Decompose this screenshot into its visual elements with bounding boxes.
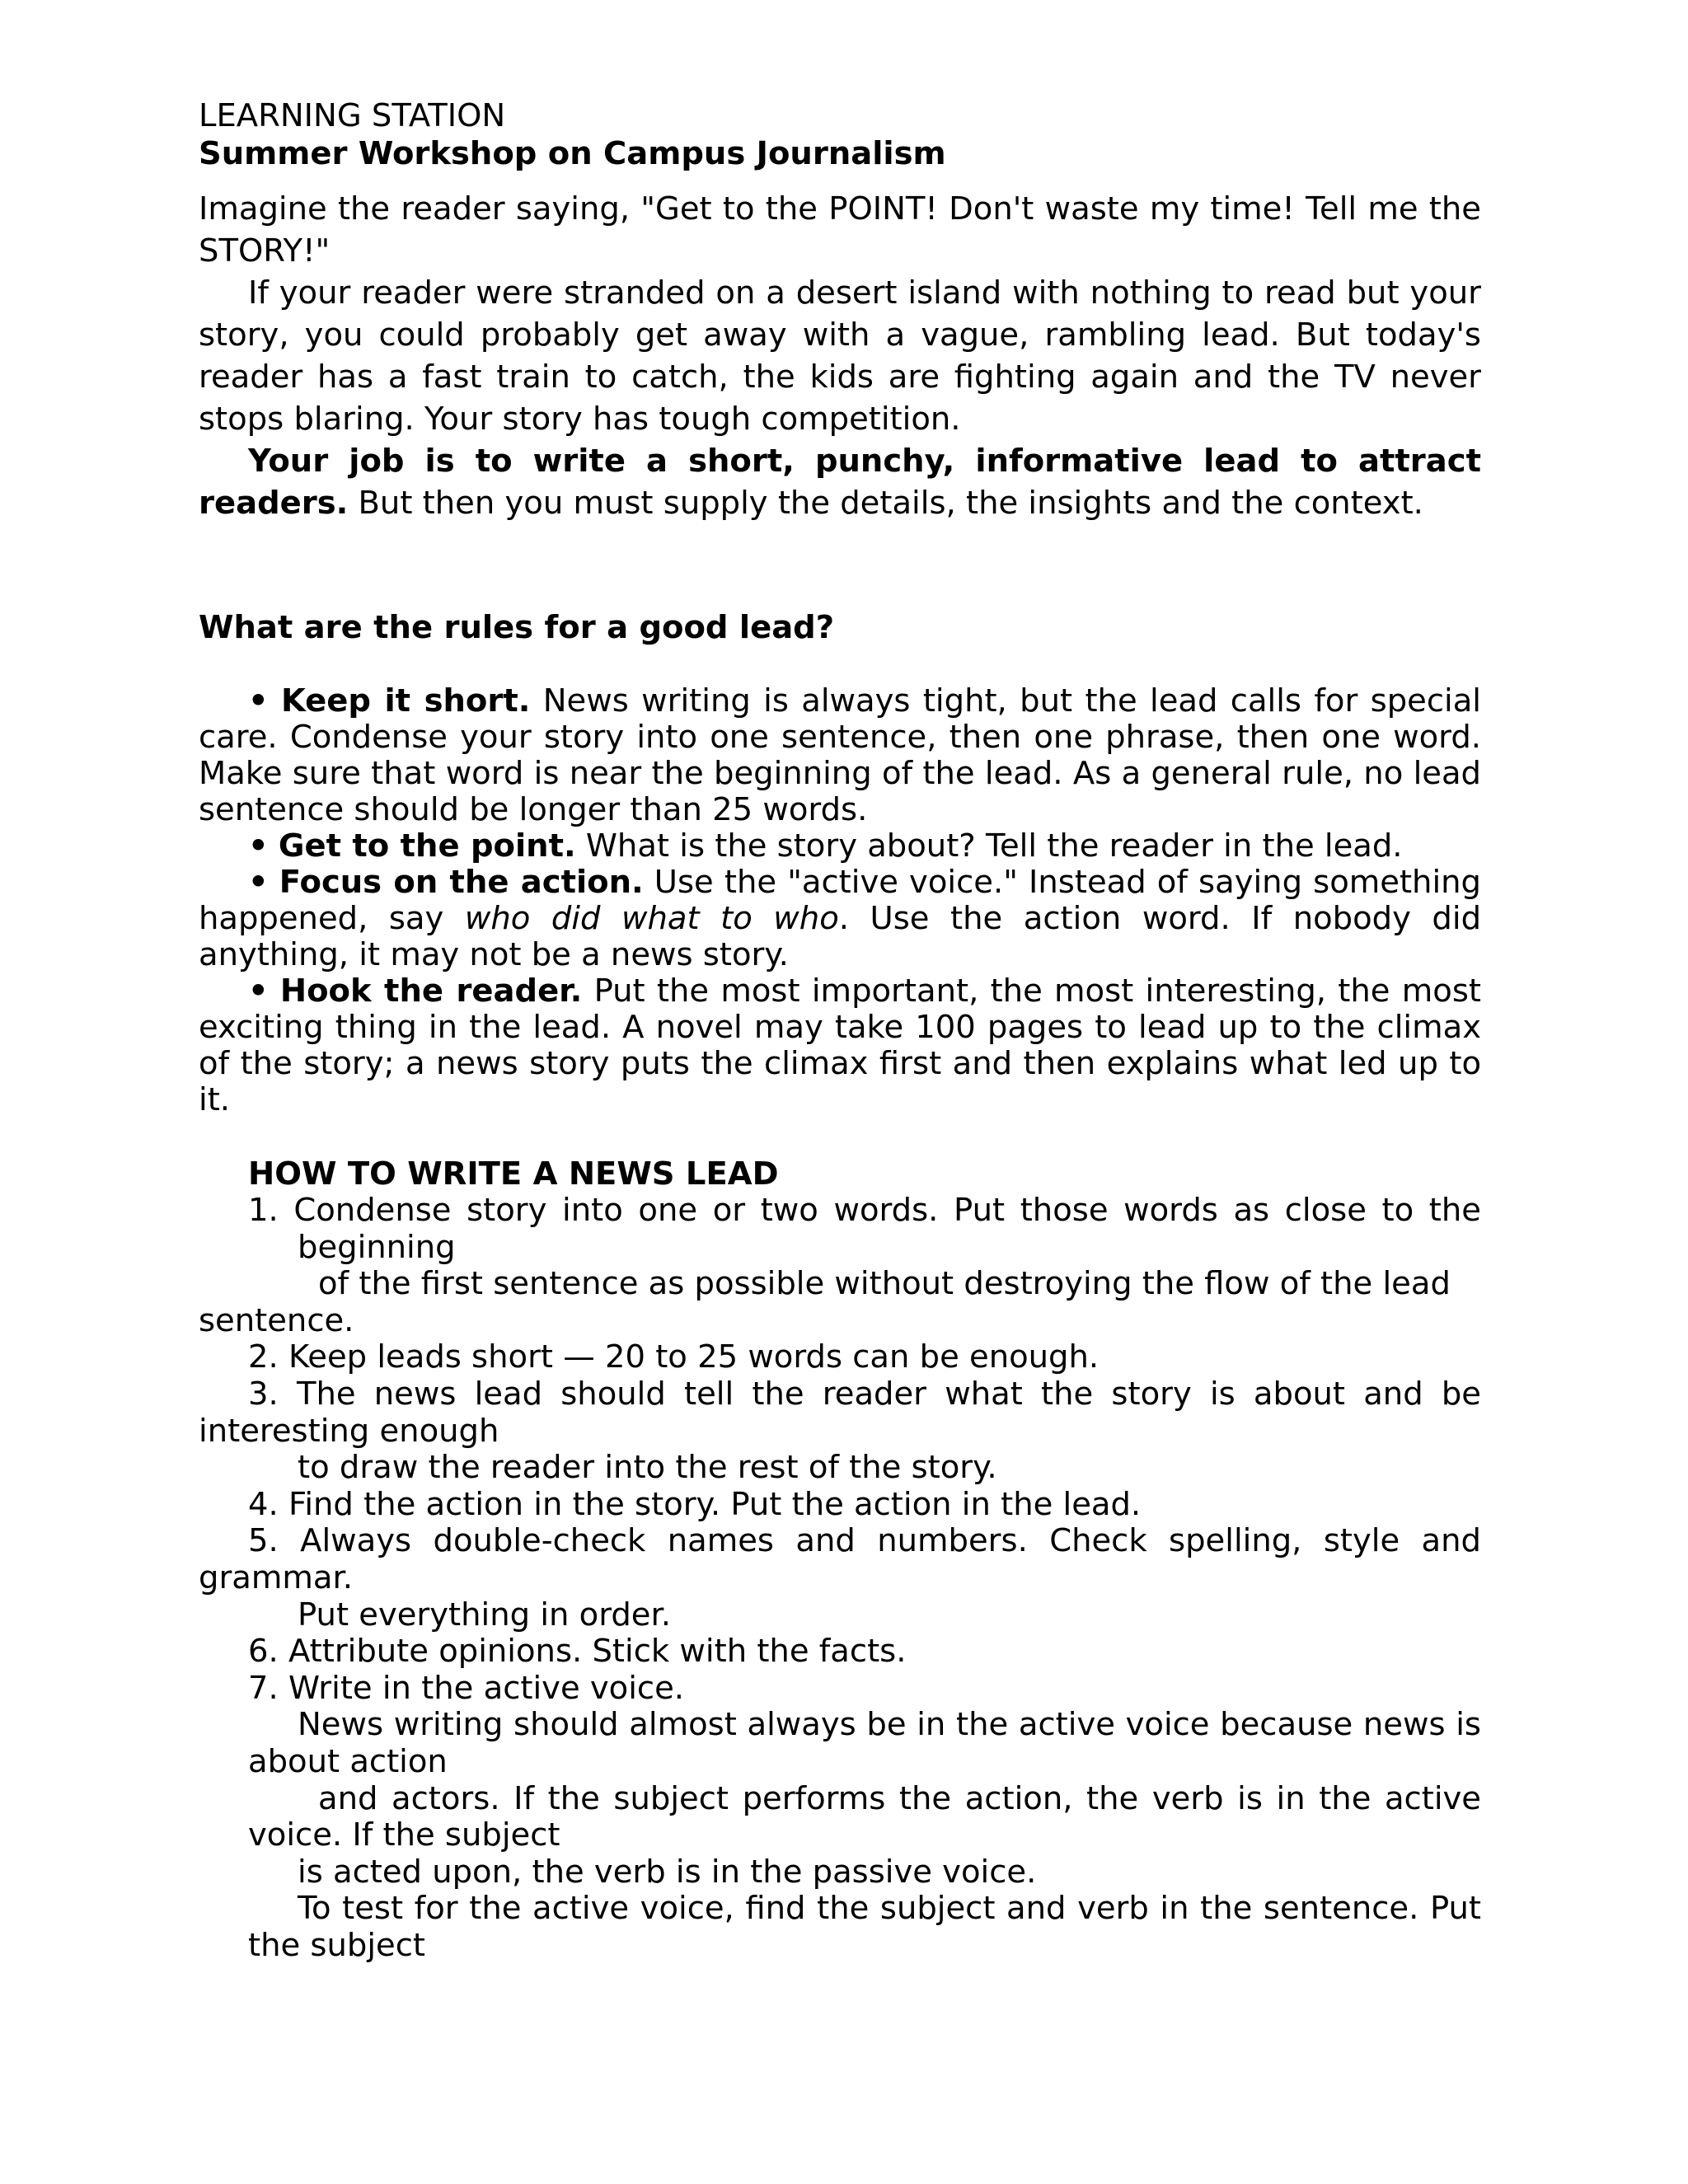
explanation-line: To test for the active voice, find the subject and verb in the sentence. Put the subject xyxy=(248,1890,1481,1964)
bullet: • xyxy=(248,864,269,901)
rule-title: Hook the reader. xyxy=(279,972,583,1010)
rule-text: What is the story about? Tell the reader in the lead. xyxy=(575,827,1403,865)
bullet: • xyxy=(248,827,269,865)
howto-list xyxy=(199,1193,1481,1964)
howto-item: 4. Find the action in the story. Put the action in the lead. xyxy=(248,1485,1142,1523)
rule-text-italic: who did what to who xyxy=(464,900,839,937)
intro-job-bold: Your job is to write a short, punchy, informative lead to attract readers. xyxy=(199,443,1481,522)
intro-job-paragraph xyxy=(199,440,1481,524)
intro-paragraph: If your reader were stranded on a desert island with nothing to read but your story, you could probably get away with a vague, rambling lead. But today's reader has a fast train to catch, the kids are fighting again and the TV never stops blaring. Your story has tough competition. xyxy=(199,274,1481,438)
rule-text: News writing is always tight, but the lead calls for special care. Condense your story into one sentence, then one phrase, then one word. Make sure that word is near the beginning of the lead. As a general rule, no lead sentence should be longer than 25 words. xyxy=(199,682,1481,828)
document-page xyxy=(199,97,1481,1964)
bullet: • xyxy=(248,972,269,1010)
rule-title: Focus on the action. xyxy=(279,864,644,901)
howto-item-continuation: of the first sentence as possible without destroying the flow of the lead xyxy=(318,1265,1451,1303)
howto-item-continuation: Put everything in order. xyxy=(298,1596,672,1633)
intro-job-rest: But then you must supply the details, the insights and the context. xyxy=(348,485,1423,522)
active-voice-explanation xyxy=(248,1707,1481,1964)
explanation-line: and actors. If the subject performs the action, the verb is in the active voice. If the subject xyxy=(248,1779,1481,1854)
howto-item: 5. Always double-check names and numbers. Check spelling, style and grammar. xyxy=(199,1522,1481,1596)
explanation-line: News writing should almost always be in the active voice because news is about action xyxy=(248,1706,1481,1780)
bullet: • xyxy=(248,682,269,719)
howto-item: 6. Attribute opinions. Stick with the facts. xyxy=(248,1633,907,1671)
rule-text: . Use the action word. If nobody did anything, it may not be a news story. xyxy=(199,900,1482,973)
howto-item-continuation: sentence. xyxy=(199,1301,354,1339)
howto-item: 2. Keep leads short — 20 to 25 words can be enough. xyxy=(248,1338,1100,1376)
workshop-title: Summer Workshop on Campus Journalism xyxy=(199,135,946,172)
explanation-line: is acted upon, the verb is in the passive voice. xyxy=(298,1853,1037,1891)
howto-item: 3. The news lead should tell the reader what the story is about and be interesting enough xyxy=(199,1375,1481,1450)
howto-item: 1. Condense story into one or two words. Put those words as close to the beginning xyxy=(248,1192,1481,1266)
rule-text: Use the "active voice." Instead of saying something happened, say xyxy=(199,864,1481,937)
rule-item xyxy=(199,973,1481,1118)
rules-heading: What are the rules for a good lead? xyxy=(199,609,835,646)
rules-list xyxy=(199,683,1481,1118)
howto-item-continuation: to draw the reader into the rest of the story. xyxy=(298,1449,997,1487)
howto-title: HOW TO WRITE A NEWS LEAD xyxy=(248,1155,779,1193)
station-label: LEARNING STATION xyxy=(199,97,506,134)
rule-item xyxy=(199,683,1481,828)
rule-title: Keep it short. xyxy=(280,682,531,719)
rule-text: Put the most important, the most interesting, the most exciting thing in the lead. A novel may take 100 pages to lead up to the climax of the story; a news story puts the climax first and then explains what led up to it. xyxy=(199,972,1481,1118)
intro-quote: Imagine the reader saying, "Get to the POINT! Don't waste my time! Tell me the STORY!" xyxy=(199,190,1481,269)
rule-title: Get to the point. xyxy=(278,827,576,865)
intro-section xyxy=(199,188,1481,524)
rule-item xyxy=(199,865,1481,973)
howto-item: 7. Write in the active voice. xyxy=(248,1669,684,1707)
rule-item xyxy=(199,828,1481,865)
